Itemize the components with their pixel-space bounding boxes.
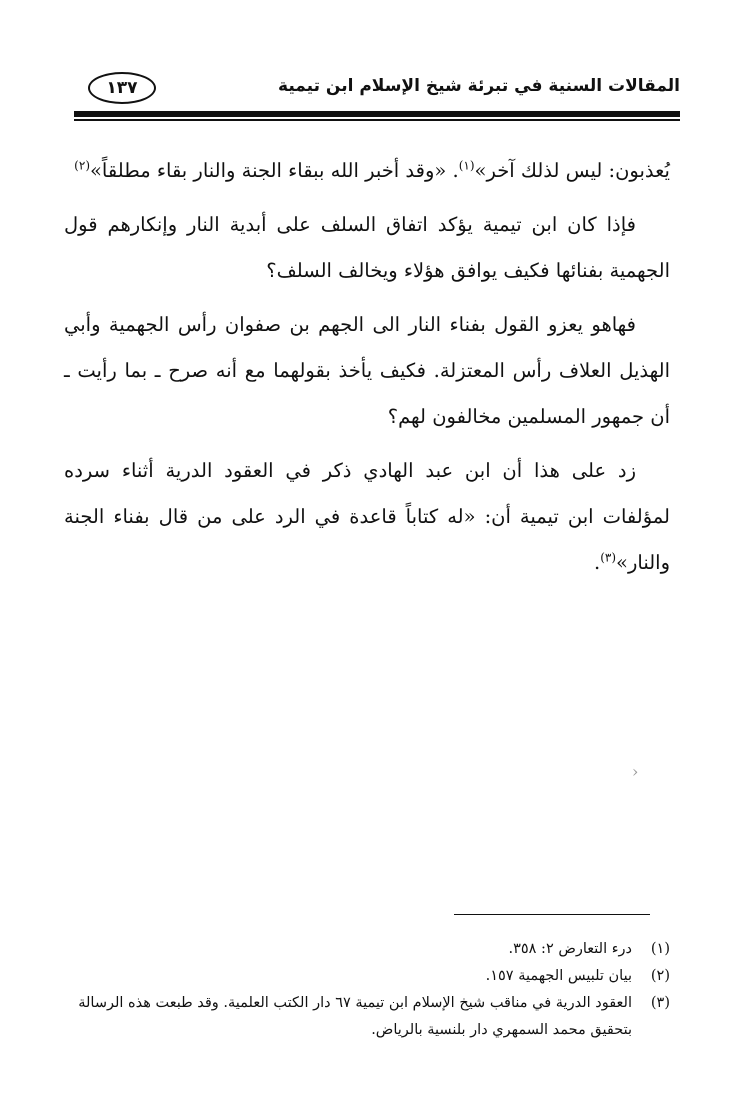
- footnote-ref-2: (٢): [74, 158, 90, 173]
- running-header: [74, 64, 680, 108]
- paragraph-4-part-a: زد على هذا أن ابن عبد الهادي ذكر في العقود الدرية أثناء سرده لمؤلفات ابن تيمية أن: «له كتاباً قاعدة في الرد على من قال بفناء الجنة والنار»: [64, 459, 670, 574]
- footnote-ref-3: (٣): [600, 550, 617, 565]
- footnote-number: (٢): [650, 968, 670, 984]
- header-rule-thick: [74, 111, 680, 117]
- footnotes: [64, 936, 670, 1044]
- footnote-number: (١): [650, 941, 670, 957]
- paragraph-2: فإذا كان ابن تيمية يؤكد اتفاق السلف على أبدية النار وإنكارهم قول الجهمية بفنائها فكيف يوافق هؤلاء ويخالف السلف؟: [64, 213, 670, 282]
- paragraph-1-part-b: . «وقد أخبر الله ببقاء الجنة والنار بقاء مطلقاً»: [90, 159, 459, 182]
- header-title: المقالات السنية في تبرئة شيخ الإسلام ابن تيمية: [278, 76, 680, 96]
- footnote: [64, 963, 670, 990]
- margin-mark: ‹: [632, 762, 639, 781]
- paragraph-3: فهاهو يعزو القول بفناء النار الى الجهم بن صفوان رأس الجهمية وأبي الهذيل العلاف رأس المعتزلة. فكيف يأخذ بقولهما مع أنه صرح ـ بما رأيت ـ أن جمهور المسلمين مخالفون لهم؟: [64, 313, 670, 428]
- footnote-text: العقود الدرية في مناقب شيخ الإسلام ابن تيمية ٦٧ دار الكتب العلمية. وقد طبعت هذه الرسالة بتحقيق محمد السمهري دار بلنسية بالرياض.: [78, 995, 632, 1038]
- paragraph-4: [64, 448, 670, 586]
- page-number: ١٣٧: [88, 72, 156, 104]
- footnote-text: بيان تلبيس الجهمية ١٥٧.: [485, 968, 632, 984]
- paragraph-1: [64, 148, 670, 194]
- footnote-text: درء التعارض ٢: ٣٥٨.: [508, 941, 632, 957]
- header-rule-thin: [74, 119, 680, 121]
- main-text: [64, 148, 670, 594]
- footnote-ref-1: (١): [458, 158, 475, 173]
- footnote-number: (٣): [650, 995, 670, 1011]
- footnote-rule: [454, 914, 650, 915]
- paragraph-4-part-b: .: [594, 551, 601, 574]
- footnote: [64, 990, 670, 1044]
- paragraph-1-part-a: يُعذبون: ليس لذلك آخر»: [474, 159, 670, 182]
- footnote: [64, 936, 670, 963]
